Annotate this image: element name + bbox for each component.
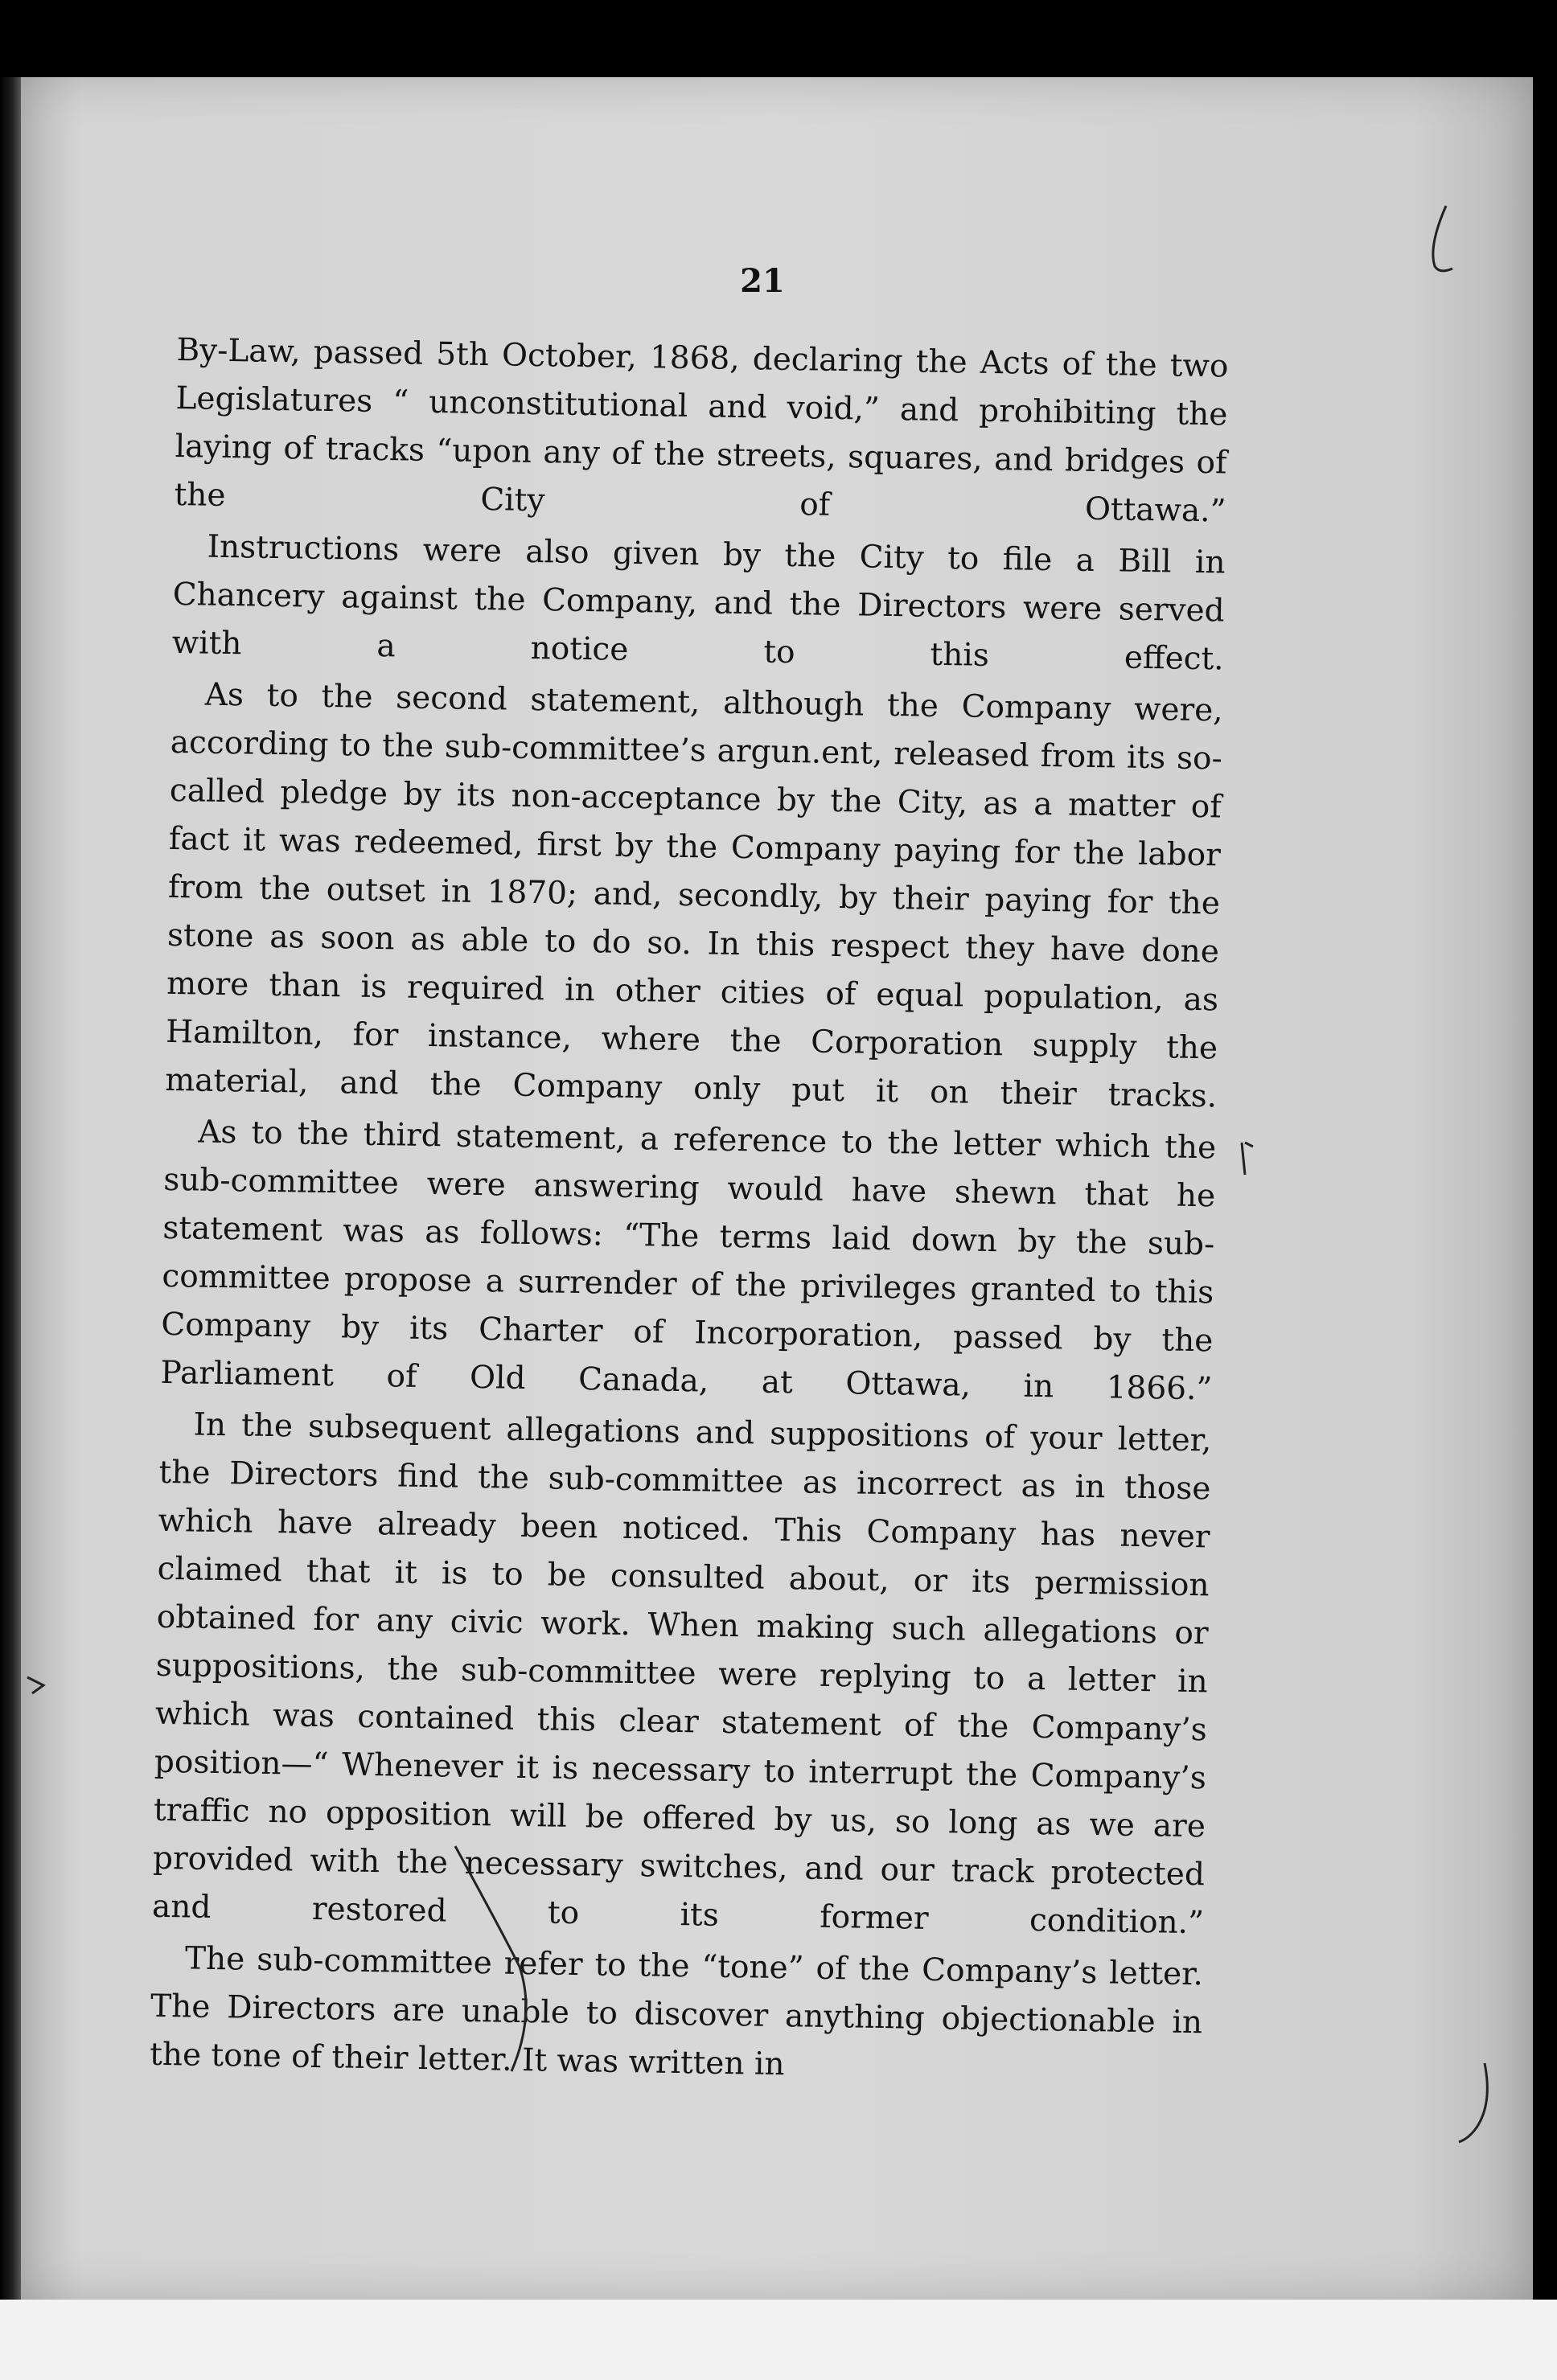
body-text bbox=[150, 326, 1229, 2099]
margin-mark-left bbox=[23, 1669, 55, 1701]
scanner-bottom-margin bbox=[0, 2300, 1557, 2380]
margin-mark-right bbox=[1234, 1139, 1258, 1179]
paragraph-second-statement: As to the second statement, although the Company were, according to the sub-committee’s argun.ent, released from its so-called pledge by its non-acceptance by the City, as a matter of fact it was redeemed, first by the Company paying for the labor from the outset in 1870; and, secondly, by their paying for the stone as soon as able to do so. In this respect they have done more than is required in other cities of equal population, as Hamilton, for instance, where the Corporation supply the material, and the Company only put it on their tracks. bbox=[164, 676, 1224, 1115]
paragraph-instructions: Instructions were also given by the City to file a Bill in Chancery against the Company, and the Directors were served with a notice to this effect. bbox=[171, 528, 1226, 678]
paragraph-bylaw: By-Law, passed 5th October, 1868, declaring the Acts of the two Legislatures “ unconstitutional and void,” and prohibiting the laying of tracks “upon any of the streets, squares, and bridges of the City of Ottawa.” bbox=[174, 331, 1229, 530]
page-number: 21 bbox=[740, 262, 785, 300]
paragraph-tone: The sub-committee refer to the “tone” of the Company’s letter. The Directors are unable to discover anything objectionable in the tone of their letter. It was written in bbox=[149, 1940, 1204, 2083]
paragraph-allegations: In the subsequent allegations and suppositions of your letter, the Directors find the sub-committee as incorrect as in those which have already been noticed. This Company has never claimed that it is to be consulted about, or its permission obtained for any civic work. When making such allegations or suppositions, the sub-committee were replying to a letter in which was contained this clear statement of the Company’s position—“ Whenever it is necessary to interrupt the Company’s traffic no opposition will be offered by us, so long as we are provided with the necessary switches, and our track protected and restored to its former condition.” bbox=[151, 1406, 1212, 1942]
book-page bbox=[21, 77, 1533, 2300]
pencil-mark-bottom-right bbox=[1452, 2055, 1501, 2152]
book-gutter-shadow bbox=[0, 77, 21, 2300]
paragraph-third-statement: As to the third statement, a reference to the letter which the sub-committee were answering would have shewn that he statement was as follows: “The terms laid down by the sub-committee propose a surrender of the privileges granted to this Company by its Charter of Incorporation, passed by the Parliament of Old Canada, at Ottawa, in 1866.” bbox=[160, 1114, 1217, 1408]
